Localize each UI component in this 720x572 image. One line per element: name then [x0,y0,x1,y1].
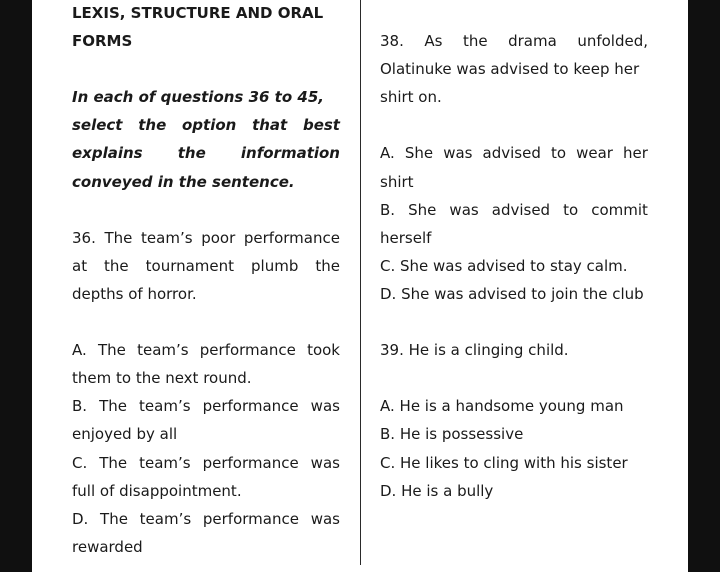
q36-option-c [72,453,340,473]
q36-stem-line3: depths of horror. [72,285,197,303]
word: her [623,144,648,162]
q39-option-b: B. He is possessive [380,425,524,443]
word: performance [199,341,296,359]
word: performance [202,510,299,528]
word: information [240,144,340,162]
q38-option-b-cont: herself [380,229,432,247]
word: commit [591,201,648,219]
word: option [181,116,237,134]
q36-option-d [72,509,340,529]
q39-option-d: D. He is a bully [380,482,494,500]
word: team’s [139,397,191,415]
word: was [310,510,340,528]
word: team’s [137,341,189,359]
word: the [315,257,340,275]
word: took [307,341,340,359]
word: The [104,229,133,247]
q36-stem-line2 [72,256,340,276]
instruction-line1: In each of questions 36 to 45, [72,88,324,106]
word: She [408,201,437,219]
word: explains [72,144,143,162]
word: performance [202,454,299,472]
q39-stem: 39. He is a clinging child. [380,341,569,359]
q38-stem-line1 [380,31,648,51]
q36-stem-line1 [72,228,340,248]
word: drama [508,32,557,50]
word: The [99,397,127,415]
word: C. [72,454,88,472]
q36-option-a-cont: them to the next round. [72,369,252,387]
word: the [462,32,488,50]
word: select [72,116,123,134]
q38-stem-line2: Olatinuke was advised to keep her [380,60,640,78]
word: wear [576,144,613,162]
word: B. [380,201,396,219]
word: the [177,144,206,162]
word: team’s [139,454,191,472]
q36-option-a [72,340,340,360]
word: A. [72,341,87,359]
word: was [310,397,340,415]
word: the [104,257,129,275]
word: advised [482,144,541,162]
word: The [100,510,128,528]
word: that [252,116,288,134]
section-title-line2: FORMS [72,32,133,50]
q36-option-c-cont: full of disappointment. [72,482,242,500]
word: tournament [145,257,235,275]
section-title-line1: LEXIS, STRUCTURE AND ORAL [72,4,324,22]
word: was [449,201,479,219]
column-divider [360,0,361,565]
word: The [97,341,126,359]
q38-option-d: D. She was advised to join the club [380,285,644,303]
word: was [443,144,473,162]
word: 36. [72,229,96,247]
q36-option-b [72,396,340,416]
word: advised [491,201,551,219]
word: performance [243,229,340,247]
instruction-line2 [72,115,340,135]
word: team’s [141,229,193,247]
word: to [563,201,579,219]
word: B. [72,397,88,415]
q39-option-c: C. He likes to cling with his sister [380,454,628,472]
instruction-line4: conveyed in the sentence. [72,173,295,191]
q39-option-a: A. He is a handsome young man [380,397,624,415]
word: poor [201,229,236,247]
word: As [424,32,443,50]
word: The [99,454,128,472]
word: unfolded, [577,32,648,50]
q38-option-b [380,200,648,220]
q38-stem-line3: shirt on. [380,88,442,106]
word: A. [380,144,395,162]
word: D. [72,510,89,528]
word: 38. [380,32,404,50]
q36-option-b-cont: enjoyed by all [72,425,178,443]
q38-option-a-cont: shirt [380,173,414,191]
word: was [310,454,340,472]
word: She [404,144,434,162]
word: best [302,116,340,134]
q36-option-d-cont: rewarded [72,538,143,556]
word: team’s [139,510,192,528]
word: performance [202,397,299,415]
word: to [550,144,567,162]
q38-option-c: C. She was advised to stay calm. [380,257,628,275]
instruction-line3 [72,143,340,163]
word: at [72,257,88,275]
word: the [138,116,167,134]
q38-option-a [380,143,648,163]
document-page [32,0,688,572]
word: plumb [251,257,299,275]
